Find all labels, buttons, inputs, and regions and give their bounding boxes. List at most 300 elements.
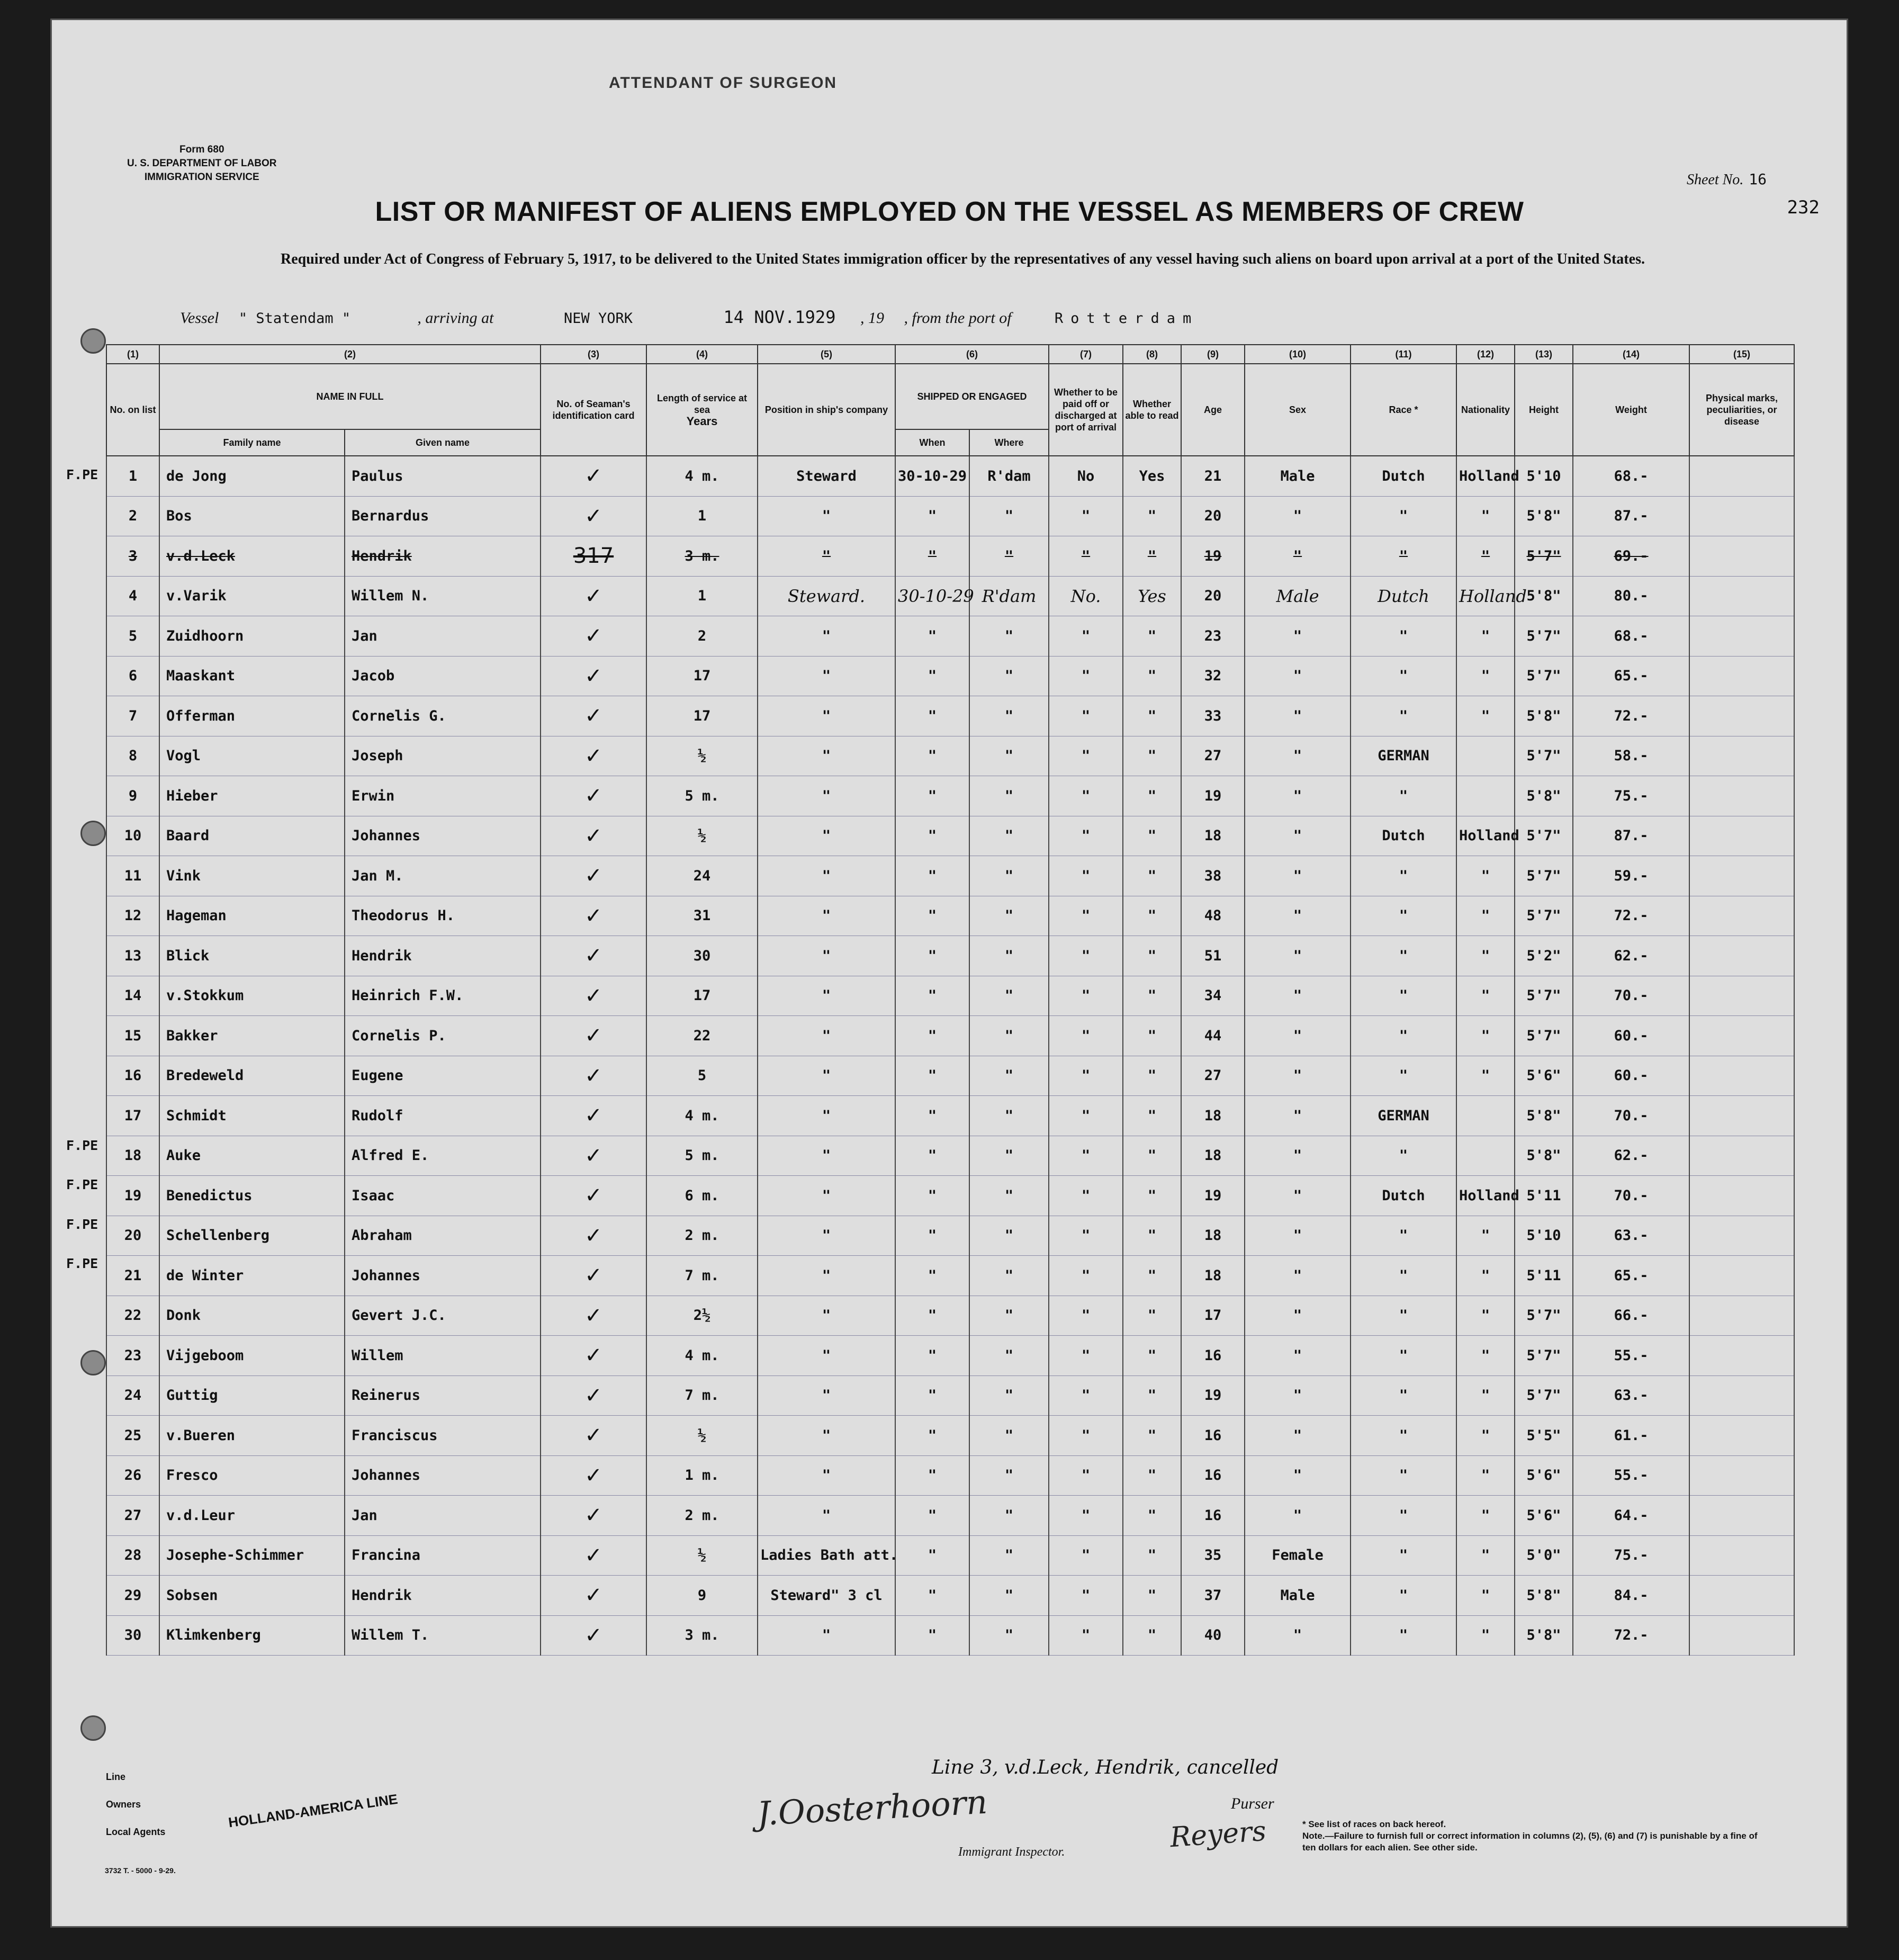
height: 5'7" <box>1515 1296 1573 1336</box>
able-to-read: " <box>1123 936 1181 976</box>
race: " <box>1351 656 1456 696</box>
height: 5'7" <box>1515 976 1573 1016</box>
age: 44 <box>1181 1016 1245 1056</box>
row-number: 13 <box>106 936 159 976</box>
physical-marks <box>1689 1375 1794 1416</box>
sex: " <box>1245 1176 1351 1216</box>
id-card-mark: ✓ <box>541 936 646 976</box>
paid-off: " <box>1049 616 1123 657</box>
paid-off: " <box>1049 656 1123 696</box>
col-num-3: (3) <box>541 345 646 364</box>
able-to-read: " <box>1123 616 1181 657</box>
sex: " <box>1245 1496 1351 1536</box>
engaged-where: " <box>969 776 1049 816</box>
nationality <box>1456 1096 1515 1136</box>
physical-marks <box>1689 936 1794 976</box>
able-to-read: Yes <box>1123 456 1181 496</box>
given-name: Willem N. <box>345 576 541 616</box>
age: 19 <box>1181 776 1245 816</box>
paid-off: " <box>1049 1096 1123 1136</box>
length-of-service: 17 <box>646 696 758 736</box>
position: " <box>758 776 895 816</box>
physical-marks <box>1689 736 1794 776</box>
family-name: Schellenberg <box>159 1216 345 1256</box>
department-name: U. S. DEPARTMENT OF LABOR <box>127 158 277 169</box>
family-name: Vogl <box>159 736 345 776</box>
table-row <box>106 696 1794 736</box>
position: " <box>758 1176 895 1216</box>
id-card-mark: ✓ <box>541 1016 646 1056</box>
row-number: 29 <box>106 1576 159 1616</box>
able-to-read: " <box>1123 1216 1181 1256</box>
height: 5'11 <box>1515 1256 1573 1296</box>
col-num-10: (10) <box>1245 345 1351 364</box>
age: 16 <box>1181 1496 1245 1536</box>
able-to-read: " <box>1123 896 1181 936</box>
inspector-label: Immigrant Inspector. <box>958 1845 1065 1859</box>
position: " <box>758 936 895 976</box>
length-of-service: 9 <box>646 1576 758 1616</box>
able-to-read: " <box>1123 496 1181 536</box>
col-num-8: (8) <box>1123 345 1181 364</box>
given-name: Hendrik <box>345 1576 541 1616</box>
header-weight: Weight <box>1573 364 1689 456</box>
sheet-number-value: 16 <box>1749 170 1767 188</box>
able-to-read: " <box>1123 856 1181 896</box>
paid-off: " <box>1049 1576 1123 1616</box>
header-height: Height <box>1515 364 1573 456</box>
height: 5'6" <box>1515 1056 1573 1096</box>
id-card-mark: ✓ <box>541 616 646 657</box>
able-to-read: " <box>1123 1455 1181 1496</box>
sex: " <box>1245 1615 1351 1656</box>
given-name: Jan <box>345 616 541 657</box>
age: 32 <box>1181 656 1245 696</box>
paid-off: " <box>1049 1336 1123 1376</box>
family-name: Fresco <box>159 1455 345 1496</box>
height: 5'7" <box>1515 616 1573 657</box>
family-name: Hageman <box>159 896 345 936</box>
sex: " <box>1245 856 1351 896</box>
able-to-read: " <box>1123 1615 1181 1656</box>
paid-off: " <box>1049 736 1123 776</box>
length-of-service: 1 <box>646 496 758 536</box>
length-of-service: 2 m. <box>646 1216 758 1256</box>
sheet-number-label: Sheet No. <box>1686 172 1744 188</box>
physical-marks <box>1689 1176 1794 1216</box>
sex: " <box>1245 536 1351 577</box>
race: " <box>1351 1216 1456 1256</box>
weight: 63.- <box>1573 1216 1689 1256</box>
given-name: Rudolf <box>345 1096 541 1136</box>
nationality: " <box>1456 976 1515 1016</box>
paid-off: " <box>1049 1056 1123 1096</box>
family-name: v.d.Leck <box>159 536 345 577</box>
sex: " <box>1245 1336 1351 1376</box>
family-name: Offerman <box>159 696 345 736</box>
family-name: Vijgeboom <box>159 1336 345 1376</box>
given-name: Willem T. <box>345 1615 541 1656</box>
family-name: Bredeweld <box>159 1056 345 1096</box>
weight: 70.- <box>1573 1176 1689 1216</box>
sex: " <box>1245 816 1351 856</box>
age: 48 <box>1181 896 1245 936</box>
cancellation-note: Line 3, v.d.Leck, Hendrik, cancelled <box>932 1757 1279 1778</box>
nationality: " <box>1456 696 1515 736</box>
table-row <box>106 1576 1794 1616</box>
engaged-where: " <box>969 1416 1049 1456</box>
family-name: Zuidhoorn <box>159 616 345 657</box>
race: " <box>1351 1256 1456 1296</box>
physical-marks <box>1689 1136 1794 1176</box>
given-name: Joseph <box>345 736 541 776</box>
row-number: 14 <box>106 976 159 1016</box>
length-of-service: 7 m. <box>646 1375 758 1416</box>
length-of-service: 4 m. <box>646 1096 758 1136</box>
family-name: Schmidt <box>159 1096 345 1136</box>
race: " <box>1351 896 1456 936</box>
id-card-mark: ✓ <box>541 1136 646 1176</box>
weight: 70.- <box>1573 1096 1689 1136</box>
paid-off: " <box>1049 1216 1123 1256</box>
family-name: Donk <box>159 1296 345 1336</box>
length-of-service: 31 <box>646 896 758 936</box>
table-row <box>106 536 1794 577</box>
form-code: 3732 T. - 5000 - 9-29. <box>105 1866 176 1875</box>
header-sex: Sex <box>1245 364 1351 456</box>
header-family-name: Family name <box>159 429 345 456</box>
physical-marks <box>1689 1256 1794 1296</box>
weight: 68.- <box>1573 616 1689 657</box>
length-of-service: 3 m. <box>646 536 758 577</box>
able-to-read: " <box>1123 1576 1181 1616</box>
paid-off: " <box>1049 856 1123 896</box>
paid-off: " <box>1049 1375 1123 1416</box>
race: " <box>1351 496 1456 536</box>
id-card-mark: ✓ <box>541 1096 646 1136</box>
family-name: Sobsen <box>159 1576 345 1616</box>
able-to-read: " <box>1123 696 1181 736</box>
given-name: Jan <box>345 1496 541 1536</box>
table-row <box>106 1416 1794 1456</box>
given-name: Johannes <box>345 1256 541 1296</box>
table-row <box>106 1216 1794 1256</box>
sex: " <box>1245 1296 1351 1336</box>
length-of-service: 4 m. <box>646 1336 758 1376</box>
col-num-6: (6) <box>895 345 1049 364</box>
family-name: Auke <box>159 1136 345 1176</box>
row-number: 17 <box>106 1096 159 1136</box>
weight: 60.- <box>1573 1056 1689 1096</box>
position: " <box>758 496 895 536</box>
physical-marks <box>1689 1496 1794 1536</box>
race: " <box>1351 1615 1456 1656</box>
sex: " <box>1245 1256 1351 1296</box>
age: 18 <box>1181 1096 1245 1136</box>
row-number: 4 <box>106 576 159 616</box>
line-stamp: HOLLAND-AMERICA LINE <box>227 1791 399 1831</box>
family-name: Blick <box>159 936 345 976</box>
position: " <box>758 1615 895 1656</box>
race: " <box>1351 1455 1456 1496</box>
engaged-when: " <box>895 856 969 896</box>
weight: 58.- <box>1573 736 1689 776</box>
col-num-11: (11) <box>1351 345 1456 364</box>
paid-off: " <box>1049 1416 1123 1456</box>
height: 5'7" <box>1515 656 1573 696</box>
height: 5'7" <box>1515 1375 1573 1416</box>
engaged-where: " <box>969 1136 1049 1176</box>
engaged-when: " <box>895 1056 969 1096</box>
position: " <box>758 1375 895 1416</box>
family-name: Benedictus <box>159 1176 345 1216</box>
id-card-mark: ✓ <box>541 496 646 536</box>
race: GERMAN <box>1351 736 1456 776</box>
margin-note: F.PE <box>66 1216 98 1232</box>
engaged-when: " <box>895 1296 969 1336</box>
age: 18 <box>1181 1136 1245 1176</box>
table-row <box>106 896 1794 936</box>
engaged-where: " <box>969 1496 1049 1536</box>
length-of-service: ½ <box>646 1535 758 1576</box>
race: " <box>1351 536 1456 577</box>
engaged-when: " <box>895 816 969 856</box>
family-name: Bos <box>159 496 345 536</box>
engaged-where: " <box>969 896 1049 936</box>
engaged-where: " <box>969 816 1049 856</box>
physical-marks <box>1689 1336 1794 1376</box>
nationality: " <box>1456 896 1515 936</box>
row-number: 1 <box>106 456 159 496</box>
able-to-read: " <box>1123 1336 1181 1376</box>
position: " <box>758 616 895 657</box>
engaged-when: " <box>895 976 969 1016</box>
physical-marks <box>1689 1416 1794 1456</box>
table-row <box>106 1615 1794 1656</box>
id-card-mark: ✓ <box>541 1455 646 1496</box>
row-number: 2 <box>106 496 159 536</box>
length-of-service: ½ <box>646 736 758 776</box>
physical-marks <box>1689 1096 1794 1136</box>
header-able-to-read: Whether able to read <box>1123 364 1181 456</box>
weight: 87.- <box>1573 496 1689 536</box>
height: 5'7" <box>1515 1336 1573 1376</box>
header-shipped-or-engaged: SHIPPED OR ENGAGED <box>895 364 1049 429</box>
length-of-service: 22 <box>646 1016 758 1056</box>
weight: 75.- <box>1573 1535 1689 1576</box>
engaged-where: " <box>969 496 1049 536</box>
row-number: 9 <box>106 776 159 816</box>
row-number: 27 <box>106 1496 159 1536</box>
nationality: " <box>1456 856 1515 896</box>
engaged-where: " <box>969 1336 1049 1376</box>
table-row <box>106 1016 1794 1056</box>
col-num-15: (15) <box>1689 345 1794 364</box>
paid-off: " <box>1049 1615 1123 1656</box>
binding-hole <box>80 1715 106 1741</box>
engaged-when: " <box>895 1455 969 1496</box>
physical-marks <box>1689 456 1794 496</box>
length-of-service: ½ <box>646 1416 758 1456</box>
age: 20 <box>1181 496 1245 536</box>
footer-labels <box>106 1763 165 1846</box>
id-card-mark: ✓ <box>541 976 646 1016</box>
departure-port: Rotterdam <box>1054 310 1199 327</box>
nationality: " <box>1456 1535 1515 1576</box>
table-row <box>106 576 1794 616</box>
physical-marks <box>1689 896 1794 936</box>
row-number: 24 <box>106 1375 159 1416</box>
given-name: Johannes <box>345 816 541 856</box>
engaged-where: " <box>969 656 1049 696</box>
nationality: Holland <box>1456 576 1515 616</box>
engaged-when: " <box>895 1416 969 1456</box>
able-to-read: " <box>1123 1056 1181 1096</box>
nationality <box>1456 776 1515 816</box>
id-card-mark: ✓ <box>541 456 646 496</box>
row-number: 8 <box>106 736 159 776</box>
able-to-read: " <box>1123 1296 1181 1336</box>
able-to-read: Yes <box>1123 576 1181 616</box>
given-name: Hendrik <box>345 936 541 976</box>
length-of-service: 5 <box>646 1056 758 1096</box>
race: GERMAN <box>1351 1096 1456 1136</box>
given-name: Franciscus <box>345 1416 541 1456</box>
nationality: " <box>1456 1336 1515 1376</box>
age: 20 <box>1181 576 1245 616</box>
height: 5'7" <box>1515 856 1573 896</box>
race: Dutch <box>1351 576 1456 616</box>
given-name: Francina <box>345 1535 541 1576</box>
given-name: Abraham <box>345 1216 541 1256</box>
able-to-read: " <box>1123 656 1181 696</box>
nationality: " <box>1456 1296 1515 1336</box>
engaged-when: " <box>895 1336 969 1376</box>
id-card-mark: ✓ <box>541 736 646 776</box>
position: " <box>758 1496 895 1536</box>
weight: 68.- <box>1573 456 1689 496</box>
length-of-service: 5 m. <box>646 776 758 816</box>
physical-marks <box>1689 1056 1794 1096</box>
position: " <box>758 1136 895 1176</box>
able-to-read: " <box>1123 816 1181 856</box>
sex: " <box>1245 1416 1351 1456</box>
engaged-where: " <box>969 1615 1049 1656</box>
weight: 75.- <box>1573 776 1689 816</box>
binding-hole <box>80 1350 106 1375</box>
weight: 61.- <box>1573 1416 1689 1456</box>
row-number: 21 <box>106 1256 159 1296</box>
nationality <box>1456 736 1515 776</box>
nationality: " <box>1456 536 1515 577</box>
engaged-where: " <box>969 696 1049 736</box>
able-to-read: " <box>1123 1496 1181 1536</box>
position: " <box>758 1416 895 1456</box>
able-to-read: " <box>1123 536 1181 577</box>
length-of-service: 17 <box>646 976 758 1016</box>
engaged-where: " <box>969 536 1049 577</box>
family-name: Hieber <box>159 776 345 816</box>
given-name: Cornelis P. <box>345 1016 541 1056</box>
age: 27 <box>1181 1056 1245 1096</box>
family-name: Vink <box>159 856 345 896</box>
engaged-when: " <box>895 496 969 536</box>
engaged-when: " <box>895 616 969 657</box>
header-where: Where <box>969 429 1049 456</box>
race: " <box>1351 1416 1456 1456</box>
from-port-label: , from the port of <box>904 309 1012 327</box>
weight: 62.- <box>1573 936 1689 976</box>
sex: " <box>1245 496 1351 536</box>
header-when: When <box>895 429 969 456</box>
able-to-read: " <box>1123 1375 1181 1416</box>
engaged-where: " <box>969 1256 1049 1296</box>
family-name: Guttig <box>159 1375 345 1416</box>
table-row <box>106 456 1794 496</box>
position: " <box>758 1216 895 1256</box>
race: " <box>1351 1336 1456 1376</box>
sex: " <box>1245 936 1351 976</box>
position: " <box>758 1256 895 1296</box>
nationality <box>1456 1136 1515 1176</box>
form-number: Form 680 <box>179 144 224 155</box>
position: " <box>758 1336 895 1376</box>
id-card-mark: ✓ <box>541 1256 646 1296</box>
given-name: Reinerus <box>345 1375 541 1416</box>
page-number: 232 <box>1787 197 1820 218</box>
arriving-label: , arriving at <box>417 309 494 327</box>
sex: " <box>1245 1096 1351 1136</box>
family-name: Bakker <box>159 1016 345 1056</box>
paid-off: " <box>1049 1016 1123 1056</box>
length-of-service: 4 m. <box>646 456 758 496</box>
physical-marks <box>1689 496 1794 536</box>
margin-note: F.PE <box>66 1256 98 1271</box>
physical-marks <box>1689 1216 1794 1256</box>
family-name: v.Bueren <box>159 1416 345 1456</box>
weight: 59.- <box>1573 856 1689 896</box>
year-label: , 19 <box>860 309 884 327</box>
sex: " <box>1245 656 1351 696</box>
table-row <box>106 1535 1794 1576</box>
sheet-number <box>1687 170 1767 188</box>
sex: " <box>1245 616 1351 657</box>
sex: Female <box>1245 1535 1351 1576</box>
id-card-mark: ✓ <box>541 1176 646 1216</box>
given-name: Gevert J.C. <box>345 1296 541 1336</box>
table-row <box>106 1296 1794 1336</box>
id-card-mark: ✓ <box>541 1576 646 1616</box>
id-card-mark: ✓ <box>541 776 646 816</box>
header-length-label: Length of service at sea <box>656 393 748 415</box>
nationality: Holland <box>1456 1176 1515 1216</box>
engaged-when: " <box>895 1136 969 1176</box>
engaged-where: " <box>969 1096 1049 1136</box>
nationality: " <box>1456 1416 1515 1456</box>
row-number: 7 <box>106 696 159 736</box>
given-name: Willem <box>345 1336 541 1376</box>
engaged-where: " <box>969 936 1049 976</box>
engaged-when: " <box>895 1535 969 1576</box>
able-to-read: " <box>1123 976 1181 1016</box>
paid-off: " <box>1049 1496 1123 1536</box>
id-card-mark: ✓ <box>541 1056 646 1096</box>
engaged-where: " <box>969 1296 1049 1336</box>
nationality: " <box>1456 1576 1515 1616</box>
purser-signature: Reyers <box>1169 1815 1267 1854</box>
paid-off: " <box>1049 1455 1123 1496</box>
weight: 69.- <box>1573 536 1689 577</box>
